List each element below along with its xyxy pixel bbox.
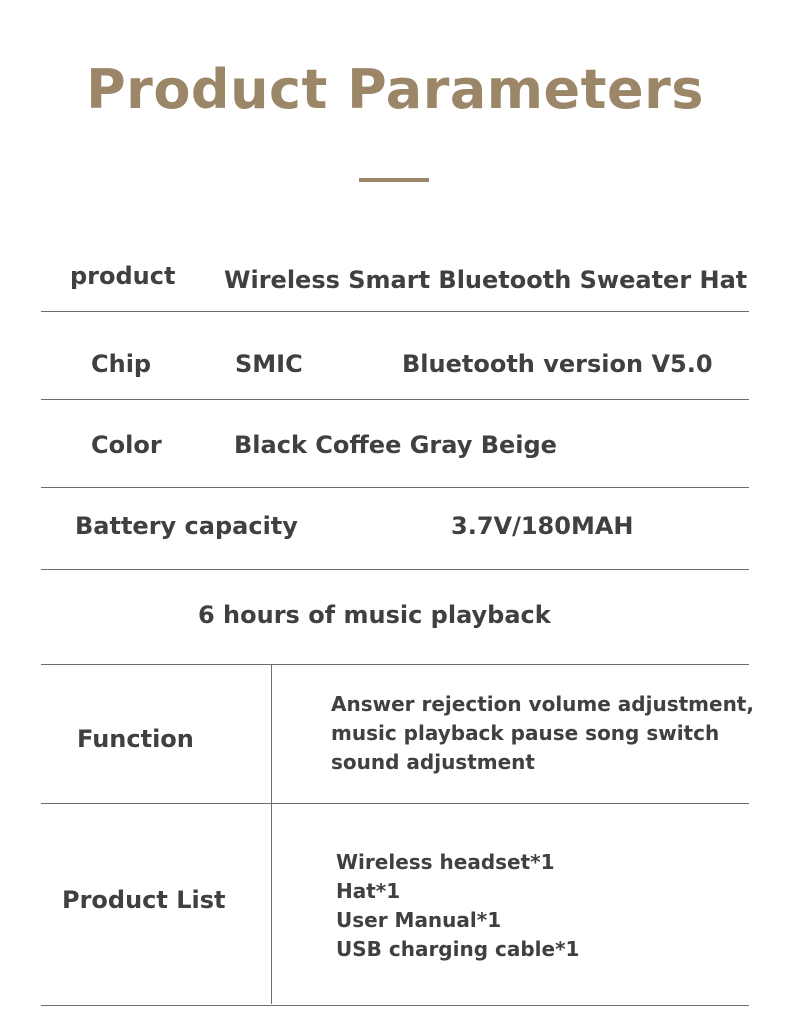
chip-label: Chip — [91, 350, 152, 378]
row-divider — [41, 399, 749, 400]
title-underline — [359, 178, 429, 182]
list-item: Wireless headset*1 — [336, 850, 555, 874]
function-line: Answer rejection volume adjustment, — [331, 692, 754, 716]
color-value: Black Coffee Gray Beige — [234, 431, 557, 459]
function-line: music playback pause song switch — [331, 721, 720, 745]
function-description — [331, 690, 754, 777]
row-divider — [41, 803, 749, 804]
product-list-items — [336, 848, 579, 964]
function-label: Function — [77, 725, 194, 753]
bluetooth-version: Bluetooth version V5.0 — [402, 350, 713, 378]
list-item: Hat*1 — [336, 879, 401, 903]
row-divider — [41, 664, 749, 665]
chip-value: SMIC — [235, 350, 303, 378]
row-divider — [41, 311, 749, 312]
list-item: USB charging cable*1 — [336, 937, 580, 961]
row-divider — [41, 1005, 749, 1006]
product-label: product — [70, 262, 176, 290]
row-divider — [41, 569, 749, 570]
row-divider — [41, 487, 749, 488]
battery-value: 3.7V/180MAH — [451, 512, 634, 540]
function-line: sound adjustment — [331, 750, 535, 774]
list-item: User Manual*1 — [336, 908, 502, 932]
color-label: Color — [91, 431, 162, 459]
page-title: Product Parameters — [86, 58, 704, 121]
column-divider — [271, 803, 272, 1004]
battery-label: Battery capacity — [75, 512, 298, 540]
product-value: Wireless Smart Bluetooth Sweater Hat — [224, 266, 748, 294]
product-list-label: Product List — [62, 886, 226, 914]
column-divider — [271, 664, 272, 803]
playback-value: 6 hours of music playback — [198, 601, 551, 629]
